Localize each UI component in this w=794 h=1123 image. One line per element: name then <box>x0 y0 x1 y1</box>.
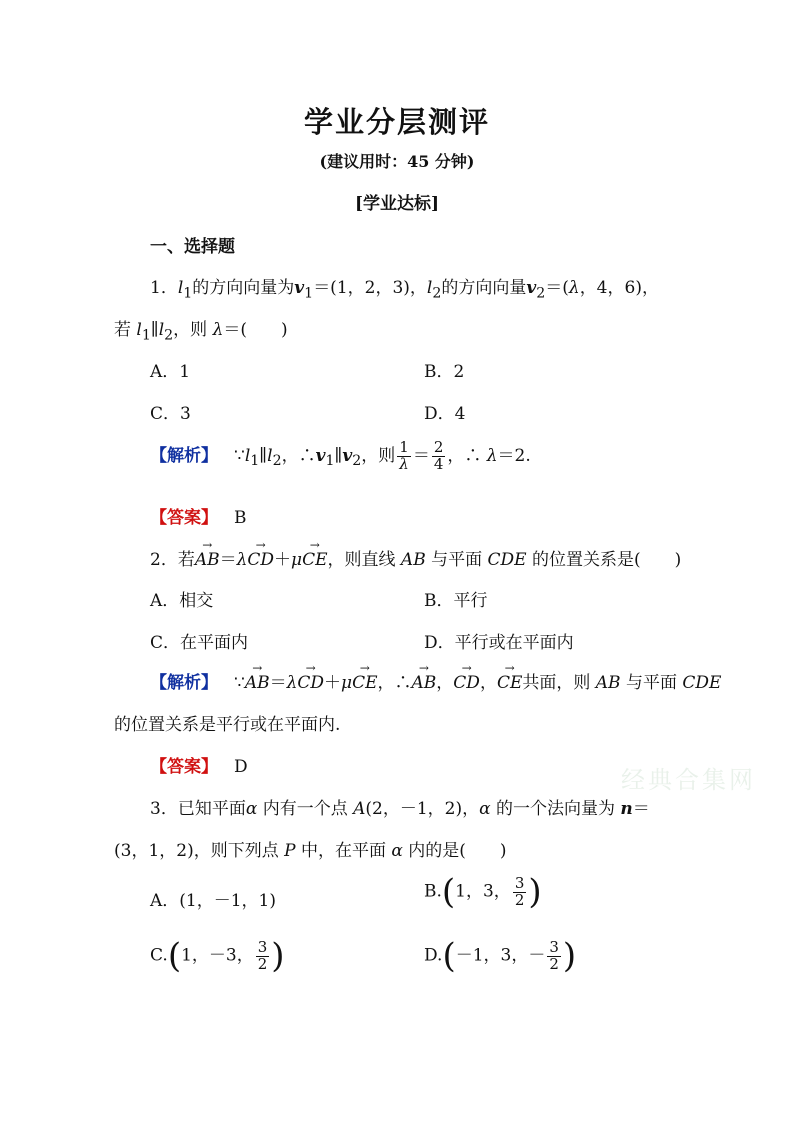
q1-answer <box>150 503 247 528</box>
fraction: $\frac{3}{2}$ <box>549 937 559 973</box>
q2-analysis: 【解析】 ∵→ AB＝λ→ CD＋μ→ CE，∴→ AB，→ CD，→ CE共面，则 AB 与平面 CDE <box>150 668 721 693</box>
section-heading: 一、选择题 <box>150 237 235 257</box>
answer-label: 【答案】 <box>150 757 218 777</box>
analysis-label: 【解析】 <box>150 445 218 466</box>
analysis-label: 【解析】 <box>150 673 218 693</box>
q2-option-b: B．平行 <box>424 591 488 611</box>
q2-answer <box>150 752 248 777</box>
q1-answer-value: B <box>234 508 247 528</box>
q3-option-d: D.(－1，3，－ $\frac{3}{2}$ ) <box>424 936 577 976</box>
fraction: $\frac{3}{2}$ <box>514 873 525 909</box>
q1-option-c: C．3 <box>150 404 191 424</box>
q2-option-d: D．平行或在平面内 <box>424 633 574 653</box>
q1-analysis: 【解析】 $\because l_1\parallel l_2$，$\therefore v_1\parallel v_2$，则 $\frac{1}{\lambda}$ ＝ $\frac{2}{4}$ ，∴ λ＝2. <box>150 438 531 473</box>
q2-stem: 2．若→ AB＝λ→ CD＋μ→ CE，则直线 AB 与平面 CDE 的位置关系是( ) <box>150 545 681 570</box>
fraction: $\frac{3}{2}$ <box>257 937 268 973</box>
q3-option-c: C.(1，－3， $\frac{3}{2}$ ) <box>150 936 285 976</box>
fraction: $\frac{2}{4}$ <box>433 438 444 473</box>
q2-analysis-cont: 的位置关系是平行或在平面内. <box>114 715 341 735</box>
q3-stem-line2: (3，1，2)，则下列点 P 中，在平面 α 内的是( ) <box>114 841 507 861</box>
fraction: $\frac{1}{\lambda}$ <box>399 438 409 473</box>
watermark: 经典合集网 <box>621 766 756 794</box>
section-tag: [学业达标] <box>354 194 440 214</box>
q1-stem-line2: 若 $l_1\parallel l_2$，则 λ＝( ) <box>114 320 288 344</box>
q1-stem-line1: 1．$l_1$的方向向量为$v_1=(1$，2，3)，$l_2$的方向向量$v_2=(\lambda$，4，6)， <box>150 278 659 302</box>
q1-prefix: 1． <box>150 278 178 298</box>
q2-prefix: 2．若 <box>150 550 195 570</box>
q3-prefix: 3．已知平面 <box>150 799 246 819</box>
q2-answer-value: D <box>234 757 248 777</box>
q2-option-a: A．相交 <box>150 591 214 611</box>
answer-label: 【答案】 <box>150 508 218 528</box>
time-hint: (建议用时：45 分钟) <box>319 152 475 171</box>
q1-option-b: B．2 <box>424 362 465 382</box>
page-title: 学业分层测评 <box>303 105 490 139</box>
q3-stem-line1: 3．已知平面α 内有一个点 A(2，－1，2)，α 的一个法向量为 n＝ <box>150 799 650 819</box>
q3-option-a: A．(1，－1，1) <box>150 891 276 911</box>
q3-option-b: B.(1，3， $\frac{3}{2}$ ) <box>424 872 542 912</box>
q1-option-d: D．4 <box>424 404 466 424</box>
q2-option-c: C．在平面内 <box>150 633 249 653</box>
q1-option-a: A．1 <box>150 362 191 382</box>
